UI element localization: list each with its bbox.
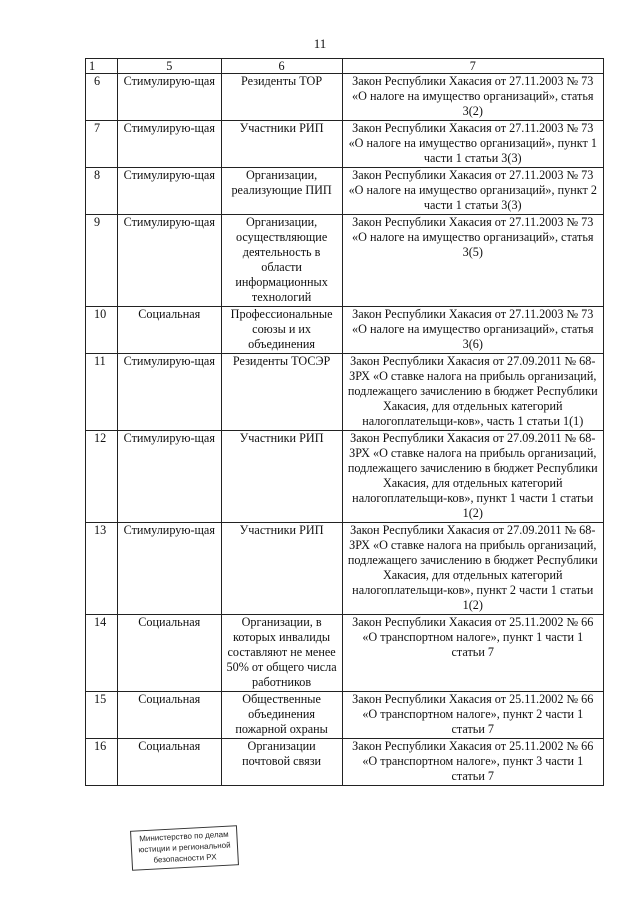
- benefit-subject-cell: Участники РИП: [221, 121, 342, 168]
- header-col-6: 6: [221, 59, 342, 74]
- benefit-subject-cell: Организации, осуществляющие деятельность в области информационных технологий: [221, 215, 342, 307]
- header-col-7: 7: [342, 59, 603, 74]
- benefit-subject-cell: Профессиональные союзы и их объединения: [221, 307, 342, 354]
- benefit-type-cell: Социальная: [117, 692, 221, 739]
- table-row: [86, 121, 604, 168]
- row-number-cell: 14: [86, 615, 118, 692]
- legal-basis-cell: Закон Республики Хакасия от 25.11.2002 № 66 «О транспортном налоге», пункт 2 части 1 статьи 7: [342, 692, 603, 739]
- legal-basis-cell: Закон Республики Хакасия от 27.11.2003 № 73 «О налоге на имущество организаций», статья 3(2): [342, 74, 603, 121]
- benefit-subject-cell: Организации, в которых инвалиды составляют не менее 50% от общего числа работников: [221, 615, 342, 692]
- benefit-subject-cell: Участники РИП: [221, 431, 342, 523]
- row-number-cell: 7: [86, 121, 118, 168]
- benefit-type-cell: Стимулирую-щая: [117, 523, 221, 615]
- benefit-type-cell: Стимулирую-щая: [117, 431, 221, 523]
- benefit-subject-cell: Общественные объединения пожарной охраны: [221, 692, 342, 739]
- stamp-line-1: Министерство по делам: [138, 829, 229, 844]
- benefit-type-cell: Стимулирую-щая: [117, 74, 221, 121]
- row-number-cell: 16: [86, 739, 118, 786]
- ministry-stamp: [130, 825, 239, 871]
- table-row: [86, 168, 604, 215]
- benefit-subject-cell: Участники РИП: [221, 523, 342, 615]
- benefit-subject-cell: Резиденты ТОСЭР: [221, 354, 342, 431]
- row-number-cell: 12: [86, 431, 118, 523]
- benefit-subject-cell: Резиденты ТОР: [221, 74, 342, 121]
- table-row: [86, 307, 604, 354]
- row-number-cell: 15: [86, 692, 118, 739]
- table-header-row: [86, 59, 604, 74]
- table-row: [86, 215, 604, 307]
- row-number-cell: 11: [86, 354, 118, 431]
- row-number-cell: 9: [86, 215, 118, 307]
- benefit-type-cell: Стимулирую-щая: [117, 121, 221, 168]
- header-col-1: 1: [86, 59, 118, 74]
- table-row: [86, 354, 604, 431]
- page-number: 11: [313, 36, 327, 51]
- row-number-cell: 8: [86, 168, 118, 215]
- benefit-type-cell: Стимулирую-щая: [117, 215, 221, 307]
- table-row: [86, 739, 604, 786]
- benefit-type-cell: Стимулирую-щая: [117, 354, 221, 431]
- tax-benefits-table: [85, 58, 604, 786]
- stamp-line-2: юстиции и региональной: [138, 840, 231, 855]
- table-row: [86, 692, 604, 739]
- row-number-cell: 10: [86, 307, 118, 354]
- benefit-type-cell: Социальная: [117, 615, 221, 692]
- benefit-subject-cell: Организации почтовой связи: [221, 739, 342, 786]
- benefit-type-cell: Социальная: [117, 739, 221, 786]
- row-number-cell: 13: [86, 523, 118, 615]
- stamp-line-3: безопасности РХ: [153, 852, 217, 865]
- table-row: [86, 431, 604, 523]
- legal-basis-cell: Закон Республики Хакасия от 25.11.2002 № 66 «О транспортном налоге», пункт 1 части 1 статьи 7: [342, 615, 603, 692]
- header-col-5: 5: [117, 59, 221, 74]
- legal-basis-cell: Закон Республики Хакасия от 27.09.2011 № 68-ЗРХ «О ставке налога на прибыль организаций, подлежащего зачислению в бюджет Республики Хакасия, для отдельных категорий налогоплательщи-ков», часть 1 статьи 1(1): [342, 354, 603, 431]
- legal-basis-cell: Закон Республики Хакасия от 27.11.2003 № 73 «О налоге на имущество организаций», статья 3(6): [342, 307, 603, 354]
- legal-basis-cell: Закон Республики Хакасия от 25.11.2002 № 66 «О транспортном налоге», пункт 3 части 1 статьи 7: [342, 739, 603, 786]
- legal-basis-cell: Закон Республики Хакасия от 27.09.2011 № 68-ЗРХ «О ставке налога на прибыль организаций, подлежащего зачислению в бюджет Республики Хакасия, для отдельных категорий налогоплательщи-ков», пункт 2 части 1 статьи 1(2): [342, 523, 603, 615]
- legal-basis-cell: Закон Республики Хакасия от 27.09.2011 № 68-ЗРХ «О ставке налога на прибыль организаций, подлежащего зачислению в бюджет Республики Хакасия, для отдельных категорий налогоплательщи-ков», пункт 1 части 1 статьи 1(2): [342, 431, 603, 523]
- legal-basis-cell: Закон Республики Хакасия от 27.11.2003 № 73 «О налоге на имущество организаций», статья 3(5): [342, 215, 603, 307]
- table-row: [86, 523, 604, 615]
- benefit-type-cell: Социальная: [117, 307, 221, 354]
- benefit-subject-cell: Организации, реализующие ПИП: [221, 168, 342, 215]
- row-number-cell: 6: [86, 74, 118, 121]
- legal-basis-cell: Закон Республики Хакасия от 27.11.2003 № 73 «О налоге на имущество организаций», пункт 1 части 1 статьи 3(3): [342, 121, 603, 168]
- benefit-type-cell: Стимулирую-щая: [117, 168, 221, 215]
- table-row: [86, 615, 604, 692]
- legal-basis-cell: Закон Республики Хакасия от 27.11.2003 № 73 «О налоге на имущество организаций», пункт 2 части 1 статьи 3(3): [342, 168, 603, 215]
- table-row: [86, 74, 604, 121]
